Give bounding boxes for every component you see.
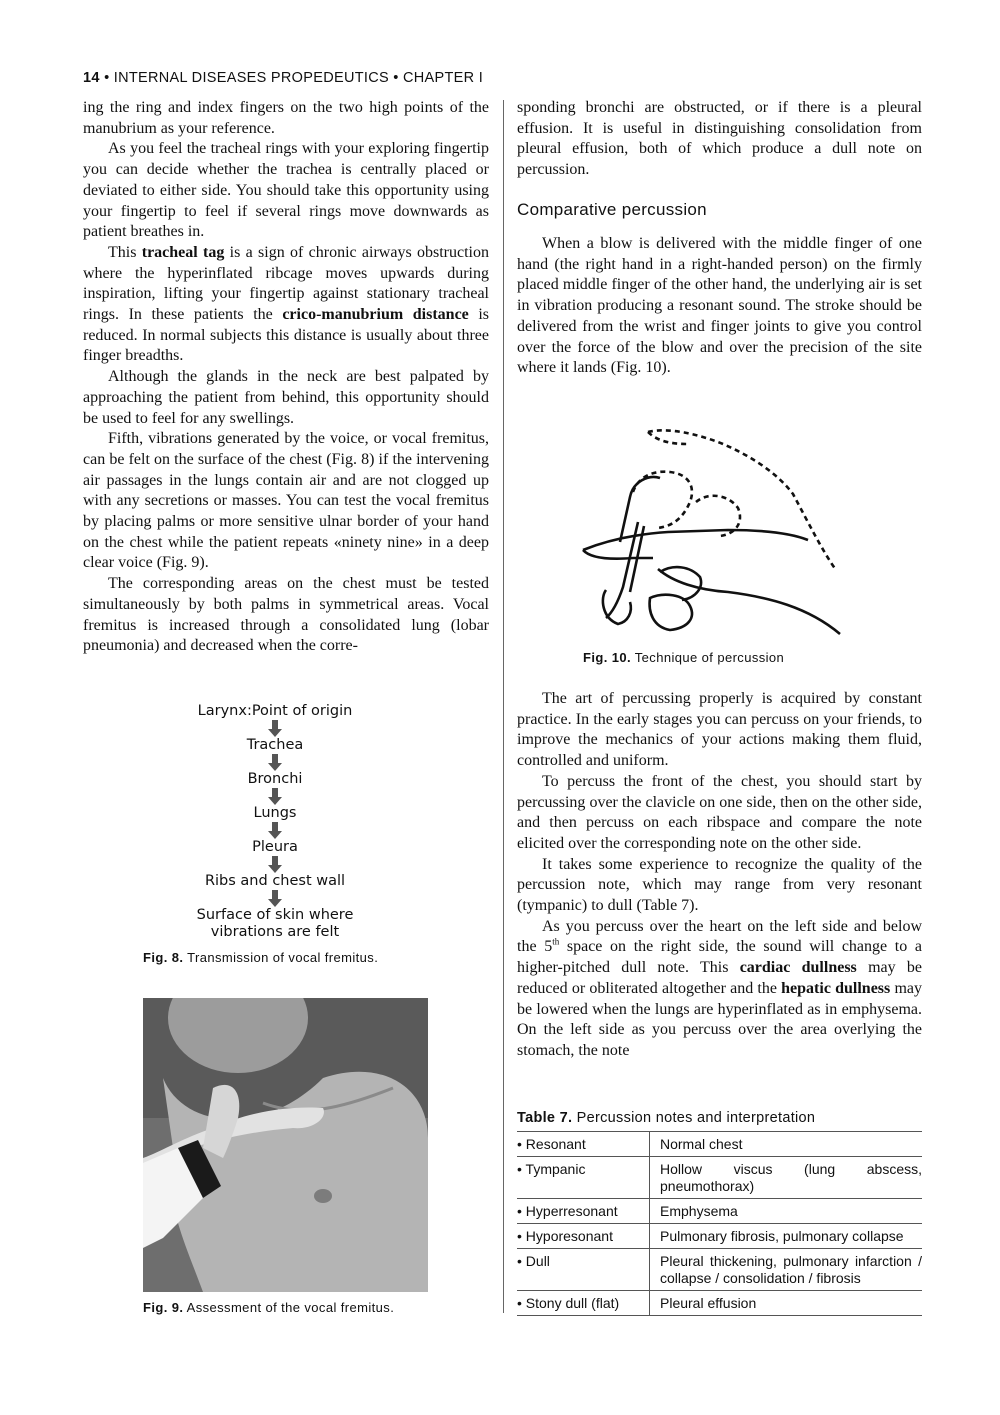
paragraph: ing the ring and index fingers on the two high points of the manubrium as your reference. <box>83 99 489 137</box>
flow-node: Surface of skin where <box>196 907 354 923</box>
flow-node: Bronchi <box>247 771 303 787</box>
table-row <box>517 1249 922 1291</box>
flow-node: Lungs <box>253 805 297 821</box>
finger-outline <box>583 550 653 559</box>
flow-node: vibrations are felt <box>210 924 340 940</box>
down-arrow-icon <box>268 856 282 873</box>
term-tracheal-tag: tracheal tag <box>141 243 225 261</box>
paragraph: As you percuss over the heart on the left side and below the 5th space on the right side, the sound will change to a higher-pitched dull note. This cardiac dullness may be reduced or obliterated altogether and the hepatic dullness may be lowered when the lungs are hyperinflated as in emphysema. On the left side as you percuss over the area overlying the stomach, the note <box>517 917 922 1059</box>
table-row <box>517 1132 922 1157</box>
running-title: • INTERNAL DISEASES PROPEDEUTICS • CHAPTER I <box>104 70 484 86</box>
table-row <box>517 1199 922 1224</box>
running-header <box>83 70 483 86</box>
right-column-intro <box>517 234 922 379</box>
paragraph: The art of percussing properly is acquired by constant practice. In the early stages you can percuss on your friends, to improve the mechanics of your actions making them fluid, controlled and uniform. <box>517 690 922 770</box>
paragraph: It takes some experience to recognize the quality of the percussion note, which may range from very resonant (tympanic) to dull (Table 7). <box>517 855 922 915</box>
table-row <box>517 1224 922 1249</box>
page-number: 14 <box>83 70 100 86</box>
term-hepatic-dullness: hepatic dullness <box>781 979 891 997</box>
interpretation-cell: Hollow viscus (lung abscess, pneumothorax) <box>650 1157 923 1199</box>
fig10-caption: Fig. 10. Technique of percussion <box>583 650 785 665</box>
note-cell: • Stony dull (flat) <box>517 1291 650 1316</box>
left-column <box>83 98 489 657</box>
fig8-caption: Fig. 8. Transmission of vocal fremitus. <box>143 950 379 965</box>
section-heading: Comparative percussion <box>517 200 707 219</box>
table-title: Table 7. Percussion notes and interpretation <box>517 1110 816 1126</box>
paragraph: Although the glands in the neck are best palpated by approaching the patient from behind, this opportunity should be used to feel for any swellings. <box>83 368 489 427</box>
motion-outline <box>648 430 836 570</box>
paragraph: This tracheal tag is a sign of chronic airways obstruction where the hyperinflated ribcage moves upwards during inspiration, lifting your fingertip against stationary tracheal rings. In these patients the crico-manubrium distance is reduced. In normal subjects this distance is usually about three finger breadths. <box>83 243 489 365</box>
interpretation-cell: Pleural thickening, pulmonary infarction / collapse / consolidation / fibrosis <box>650 1249 923 1291</box>
interpretation-cell: Pulmonary fibrosis, pulmonary collapse <box>650 1224 923 1249</box>
column-divider <box>503 100 504 1313</box>
flow-node: Pleura <box>252 839 298 855</box>
interpretation-cell: Normal chest <box>650 1132 923 1157</box>
down-arrow-icon <box>268 822 282 839</box>
table-row <box>517 1291 922 1316</box>
percussion-notes-table <box>517 1131 922 1316</box>
vocal-fremitus-photo <box>143 998 428 1292</box>
right-column-main <box>517 689 922 1062</box>
finger-outline <box>583 530 808 550</box>
paragraph: To percuss the front of the chest, you should start by percussing over the clavicle on one side, then on the other side, and then percuss on each ribspace and compare the note elicited over the corresponding note on the other side. <box>517 772 922 852</box>
note-cell: • Tympanic <box>517 1157 650 1199</box>
term-crico-manubrium: crico-manubrium distance <box>282 306 469 324</box>
table-row <box>517 1157 922 1199</box>
motion-outline <box>648 432 688 444</box>
paragraph: sponding bronchi are obstructed, or if there is a pleural effusion. It is useful in distinguishing consolidation from pleural effusion, both of which produce a dull note on percussion. <box>517 99 922 179</box>
note-cell: • Hyperresonant <box>517 1199 650 1224</box>
paragraph: The corresponding areas on the chest must be tested simultaneously by both palms in symmetrical areas. Vocal fremitus is increased through a consolidated lung (lobar pneumonia) and decreased when the corre- <box>83 575 489 655</box>
down-arrow-icon <box>268 890 282 907</box>
flow-node: Ribs and chest wall <box>204 873 346 889</box>
interpretation-cell: Emphysema <box>650 1199 923 1224</box>
flow-node: Trachea <box>246 737 304 753</box>
striking-fingertip <box>603 590 631 624</box>
flow-node: Larynx:Point of origin <box>197 703 353 719</box>
right-column-top <box>517 98 922 181</box>
paragraph: When a blow is delivered with the middle finger of one hand (the right hand in a right-handed person) on the firmly placed middle finger of the other hand, the underlying air is set in vibration producing a resonant sound. The stroke should be delivered from the wrist and finger joints to give you control over the force of the blow and over the precision of the site where it lands (Fig. 10). <box>517 235 922 377</box>
percussion-technique-illustration <box>578 422 843 642</box>
note-cell: • Hyporesonant <box>517 1224 650 1249</box>
down-arrow-icon <box>268 754 282 771</box>
paragraph: As you feel the tracheal rings with your exploring fingertip you can decide whether the trachea is centrally placed or deviated to either side. You should take this opportunity using your fingertip to feel if several rings move downwards as patient breathes in. <box>83 140 489 241</box>
paragraph: Fifth, vibrations generated by the voice, or vocal fremitus, can be felt on the surface of the chest (Fig. 8) if the intervening air passages in the lungs contain air and are not clogged up with any secretions or masses. You can test the vocal fremitus by placing palms or more sensitive ulnar border of your hand on the chest while the patient repeats «ninety nine» in a deep clear voice (Fig. 9). <box>83 430 489 572</box>
fremitus-flow-diagram <box>150 703 400 941</box>
note-cell: • Dull <box>517 1249 650 1291</box>
interpretation-cell: Pleural effusion <box>650 1291 923 1316</box>
down-arrow-icon <box>268 720 282 737</box>
down-arrow-icon <box>268 788 282 805</box>
term-cardiac-dullness: cardiac dullness <box>739 959 857 977</box>
fig9-caption: Fig. 9. Assessment of the vocal fremitus. <box>143 1300 395 1315</box>
note-cell: • Resonant <box>517 1132 650 1157</box>
